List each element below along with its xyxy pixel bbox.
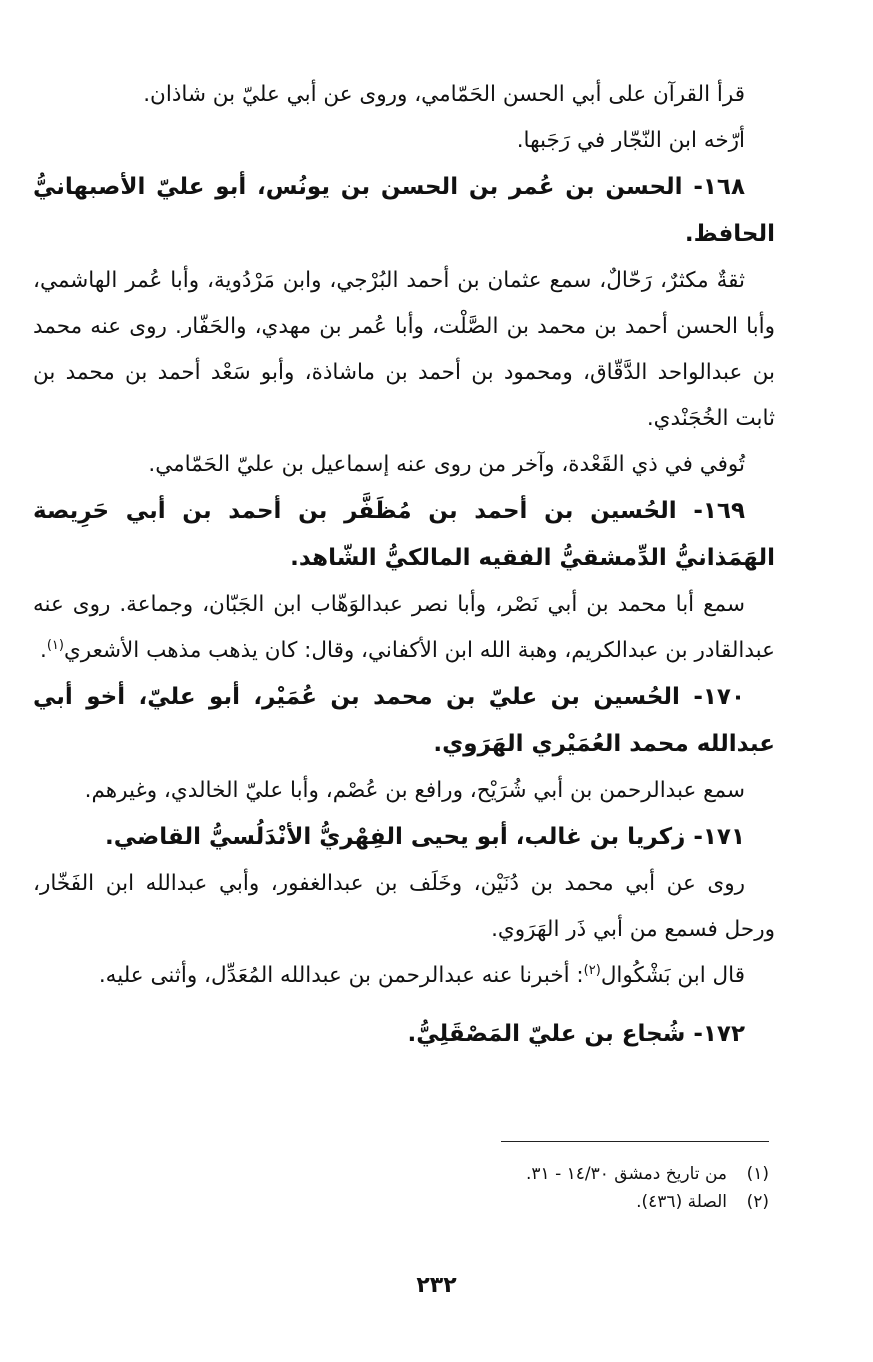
paragraph-text-cont: : أخبرنا عنه عبدالرحمن بن عبدالله المُعَدِّل، وأثنى عليه. (98, 963, 584, 988)
entry-heading-172: ١٧٢- شُجاع بن عليّ المَصْقَلِيُّ. (407, 1021, 745, 1047)
paragraph: تُوفي في ذي القَعْدة، وآخر من روى عنه إسماعيل بن عليّ الحَمّامي. (148, 452, 745, 477)
footnote-text: الصلة (٤٣٦). (636, 1192, 727, 1212)
paragraph: قرأ القرآن على أبي الحسن الحَمّامي، وروى عن أبي عليّ بن شاذان. (143, 82, 745, 107)
entry-heading-168: ١٦٨- الحسن بن عُمر بن الحسن بن يونُس، أبو عليّ الأصبهانيُّ الحافظ. (33, 174, 775, 247)
paragraph (33, 953, 775, 999)
footnotes (269, 1160, 769, 1216)
paragraph: روى عن أبي محمد بن دُنَيْن، وخَلَف بن عبدالغفور، وأبي عبدالله ابن الفَخّار، ورحل فسمع من أبي ذَر الهَرَوي. (33, 871, 775, 942)
footnote-text: من تاريخ دمشق ١٤/٣٠ - ٣١. (526, 1164, 727, 1184)
entry-heading-171: ١٧١- زكريا بن غالب، أبو يحيى الفِهْريُّ الأنْدَلُسيُّ القاضي. (105, 824, 745, 850)
entry-heading-169: ١٦٩- الحُسين بن أحمد بن مُظَفَّر بن أحمد بن أبي حَرِيصة الهَمَذانيُّ الدِّمشقيُّ الفقيه المالكيُّ الشّاهد. (33, 498, 775, 571)
paragraph: أرّخه ابن النّجّار في رَجَبها. (516, 128, 745, 153)
footnote-number: (١) (746, 1164, 769, 1184)
footnote-ref: (١) (46, 637, 64, 653)
entry-heading-170: ١٧٠- الحُسين بن عليّ بن محمد بن عُمَيْر، أبو عليّ، أخو أبي عبدالله محمد العُمَيْري الهَرَوي. (33, 684, 775, 757)
page-number: ٢٣٢ (416, 1273, 457, 1298)
footnote (269, 1160, 769, 1188)
paragraph: سمع أبا محمد بن أبي نَصْر، وأبا نصر عبدالوَهّاب ابن الجَبّان، وجماعة. روى عنه عبدالقادر بن عبدالكريم، وهبة الله ابن الأكفاني، وقال: كان يذهب مذهب الأشعري$^{(١)}$. (33, 592, 775, 663)
paragraph: سمع عبدالرحمن بن أبي شُرَيْح، ورافع بن عُصْم، وأبا عليّ الخالدي، وغيرهم. (84, 778, 745, 803)
footnote-ref: (٢) (583, 962, 601, 978)
footnote-separator (501, 1141, 769, 1142)
paragraph-text: قال ابن بَشْكُوال (600, 963, 745, 988)
main-text (33, 72, 775, 1058)
footnote (269, 1188, 769, 1216)
footnote-number: (٢) (746, 1192, 769, 1212)
paragraph: ثقةٌ مكثرٌ، رَحّالٌ، سمع عثمان بن أحمد البُرْجي، وابن مَرْدُوية، وأبا عُمر الهاشمي، وأبا الحسن أحمد بن محمد بن الصَّلْت، وأبا عُمر بن مهدي، والحَفّار. روى عنه محمد بن عبدالواحد الدَّقّاق، ومحمود بن أحمد بن ماشاذة، وأبو سَعْد أحمد بن محمد بن ثابت الخُجَنْدي. (33, 268, 775, 431)
paragraph-text: سمع أبا محمد بن أبي نَصْر، وأبا نصر عبدالوَهّاب ابن الجَبّان، وجماعة. روى عنه عبدالقادر بن عبدالكريم، وهبة الله ابن الأكفاني، وقال: كان يذهب مذهب الأشعري (33, 592, 775, 663)
